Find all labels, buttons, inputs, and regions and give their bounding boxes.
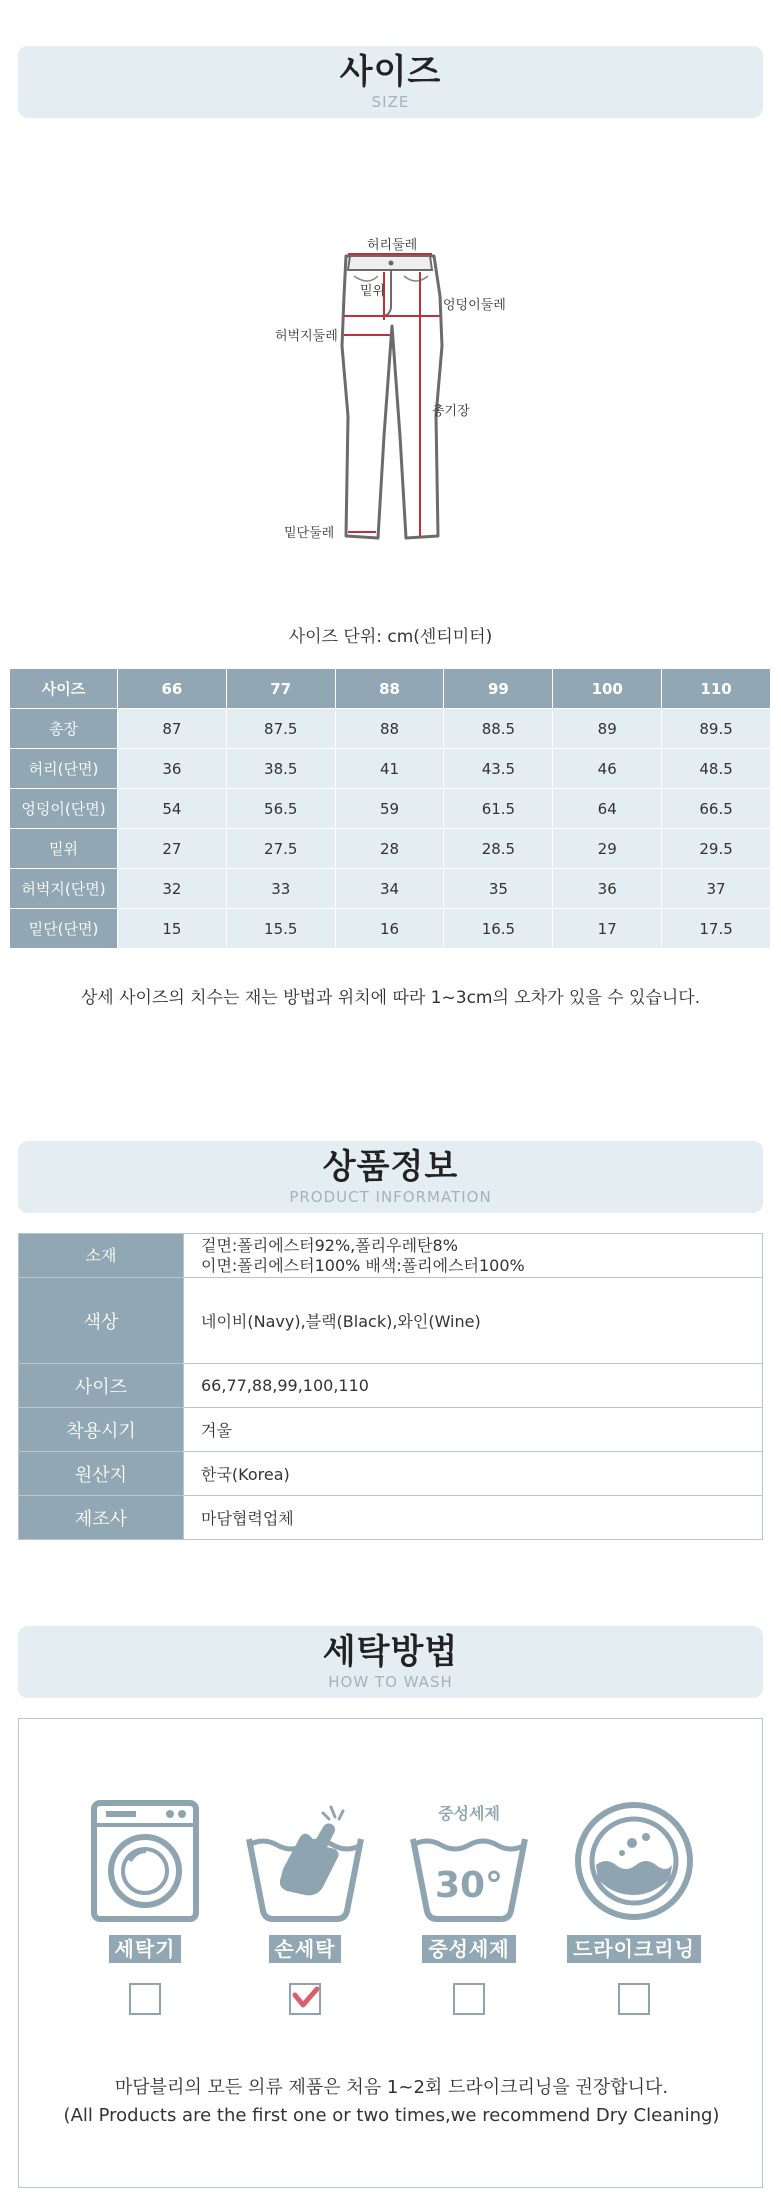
table-row [19, 1408, 763, 1452]
table-row [19, 1496, 763, 1540]
table-row [19, 1452, 763, 1496]
table-row [10, 829, 771, 869]
table-cell: 32 [118, 869, 227, 909]
table-cell: 64 [553, 789, 662, 829]
hand-wash-checkbox[interactable] [289, 1983, 321, 2015]
row-header-cell: 엉덩이(단면) [10, 789, 118, 829]
size-header-cell: 66 [118, 669, 227, 709]
product-section-title: 상품정보 [322, 1147, 459, 1187]
info-value-manufacturer: 마담협력업체 [184, 1496, 763, 1540]
size-table [9, 668, 771, 949]
wash-item-detergent [399, 1799, 539, 2015]
length-label: 총기장 [432, 404, 470, 419]
table-cell: 66.5 [662, 789, 771, 829]
size-header-cell: 110 [662, 669, 771, 709]
row-header-cell: 허리(단면) [10, 749, 118, 789]
temperature-text: 30° [434, 1865, 504, 1906]
info-label: 제조사 [19, 1496, 184, 1540]
check-mark-icon [291, 1985, 319, 2013]
wash-item-dry [564, 1799, 704, 2015]
table-cell: 41 [335, 749, 444, 789]
row-header-cell: 허벅지(단면) [10, 869, 118, 909]
wash-instructions-box [18, 1718, 763, 2188]
table-cell: 87.5 [226, 709, 335, 749]
row-header-cell: 밑단(단면) [10, 909, 118, 949]
product-info-table [18, 1233, 763, 1540]
material-line-1: 겉면:폴리에스터92%,폴리우레탄8% [201, 1235, 458, 1255]
table-cell: 29 [553, 829, 662, 869]
rise-label: 밑위 [360, 284, 386, 299]
table-cell: 43.5 [444, 749, 553, 789]
table-cell: 27.5 [226, 829, 335, 869]
table-cell: 38.5 [226, 749, 335, 789]
info-label: 착용시기 [19, 1408, 184, 1452]
wash-item-machine [75, 1799, 215, 2015]
table-cell: 88.5 [444, 709, 553, 749]
table-row [10, 909, 771, 949]
table-row [19, 1278, 763, 1364]
table-cell: 37 [662, 869, 771, 909]
table-cell: 87 [118, 709, 227, 749]
table-cell: 28.5 [444, 829, 553, 869]
table-cell: 27 [118, 829, 227, 869]
table-cell: 88 [335, 709, 444, 749]
washing-machine-icon [90, 1799, 200, 1923]
dry-cleaning-checkbox[interactable] [618, 1983, 650, 2015]
size-disclaimer: 상세 사이즈의 치수는 재는 방법과 위치에 따라 1~3cm의 오차가 있을 수 있습니다. [80, 988, 701, 1008]
wash-section-header [18, 1626, 763, 1698]
detergent-checkbox[interactable] [453, 1983, 485, 2015]
wash-label-detergent: 중성세제 [422, 1935, 515, 1963]
info-value-origin: 한국(Korea) [184, 1452, 763, 1496]
table-cell: 54 [118, 789, 227, 829]
table-cell: 89.5 [662, 709, 771, 749]
dry-cleaning-icon [572, 1799, 696, 1923]
table-cell: 29.5 [662, 829, 771, 869]
table-row [19, 1234, 763, 1278]
wash-note-korean: 마담블리의 모든 의류 제품은 처음 1~2회 드라이크리닝을 권장합니다. [114, 2077, 669, 2098]
wash-item-hand [235, 1799, 375, 2015]
table-cell: 16 [335, 909, 444, 949]
thigh-label: 허벅지둘레 [275, 329, 338, 344]
table-row [10, 709, 771, 749]
wash-section-subtitle: HOW TO WASH [328, 1673, 453, 1691]
waist-label: 허리둘레 [367, 238, 418, 253]
hem-label: 밑단둘레 [284, 526, 335, 541]
info-value-season: 겨울 [184, 1408, 763, 1452]
pants-size-diagram [260, 236, 520, 546]
size-table-header-row [10, 669, 771, 709]
size-header-cell: 100 [553, 669, 662, 709]
table-cell: 35 [444, 869, 553, 909]
machine-checkbox[interactable] [129, 1983, 161, 2015]
info-label: 소재 [19, 1234, 184, 1278]
table-cell: 89 [553, 709, 662, 749]
product-section-subtitle: PRODUCT INFORMATION [289, 1188, 492, 1206]
table-row [19, 1364, 763, 1408]
table-row [10, 789, 771, 829]
wash-section-title: 세탁방법 [322, 1632, 459, 1672]
size-section-title: 사이즈 [339, 52, 442, 92]
table-row [10, 749, 771, 789]
table-cell: 36 [118, 749, 227, 789]
info-label: 사이즈 [19, 1364, 184, 1408]
detergent-icon-text: 중성세제 [438, 1804, 500, 1823]
table-cell: 16.5 [444, 909, 553, 949]
size-unit-note: 사이즈 단위: cm(센티미터) [288, 627, 493, 647]
size-section-header [18, 46, 763, 118]
size-header-cell: 99 [444, 669, 553, 709]
info-label: 원산지 [19, 1452, 184, 1496]
table-cell: 15 [118, 909, 227, 949]
size-header-cell: 77 [226, 669, 335, 709]
table-cell: 28 [335, 829, 444, 869]
material-line-2: 이면:폴리에스터100% 배색:폴리에스터100% [201, 1255, 525, 1275]
table-cell: 34 [335, 869, 444, 909]
wash-label-hand: 손세탁 [269, 1935, 342, 1963]
hand-wash-icon [243, 1799, 367, 1923]
size-header-cell: 88 [335, 669, 444, 709]
row-header-cell: 밑위 [10, 829, 118, 869]
table-cell: 15.5 [226, 909, 335, 949]
table-cell: 17 [553, 909, 662, 949]
table-cell: 56.5 [226, 789, 335, 829]
wash-note-english: (All Products are the first one or two times,we recommend Dry Cleaning) [63, 2105, 720, 2126]
table-cell: 61.5 [444, 789, 553, 829]
product-section-header [18, 1141, 763, 1213]
table-cell: 46 [553, 749, 662, 789]
table-cell: 33 [226, 869, 335, 909]
info-value-color: 네이비(Navy),블랙(Black),와인(Wine) [184, 1278, 763, 1364]
info-value-size: 66,77,88,99,100,110 [184, 1364, 763, 1408]
table-cell: 59 [335, 789, 444, 829]
neutral-detergent-icon [407, 1799, 531, 1923]
size-header-cell: 사이즈 [10, 669, 118, 709]
wash-label-machine: 세탁기 [109, 1935, 182, 1963]
hip-label: 엉덩이둘레 [443, 298, 506, 313]
wash-label-dry: 드라이크리닝 [567, 1935, 701, 1963]
info-label: 색상 [19, 1278, 184, 1364]
info-value-material [184, 1234, 763, 1278]
row-header-cell: 총장 [10, 709, 118, 749]
table-cell: 48.5 [662, 749, 771, 789]
table-cell: 36 [553, 869, 662, 909]
table-cell: 17.5 [662, 909, 771, 949]
table-row [10, 869, 771, 909]
size-section-subtitle: SIZE [371, 93, 410, 111]
pants-diagram-icon [260, 236, 520, 546]
